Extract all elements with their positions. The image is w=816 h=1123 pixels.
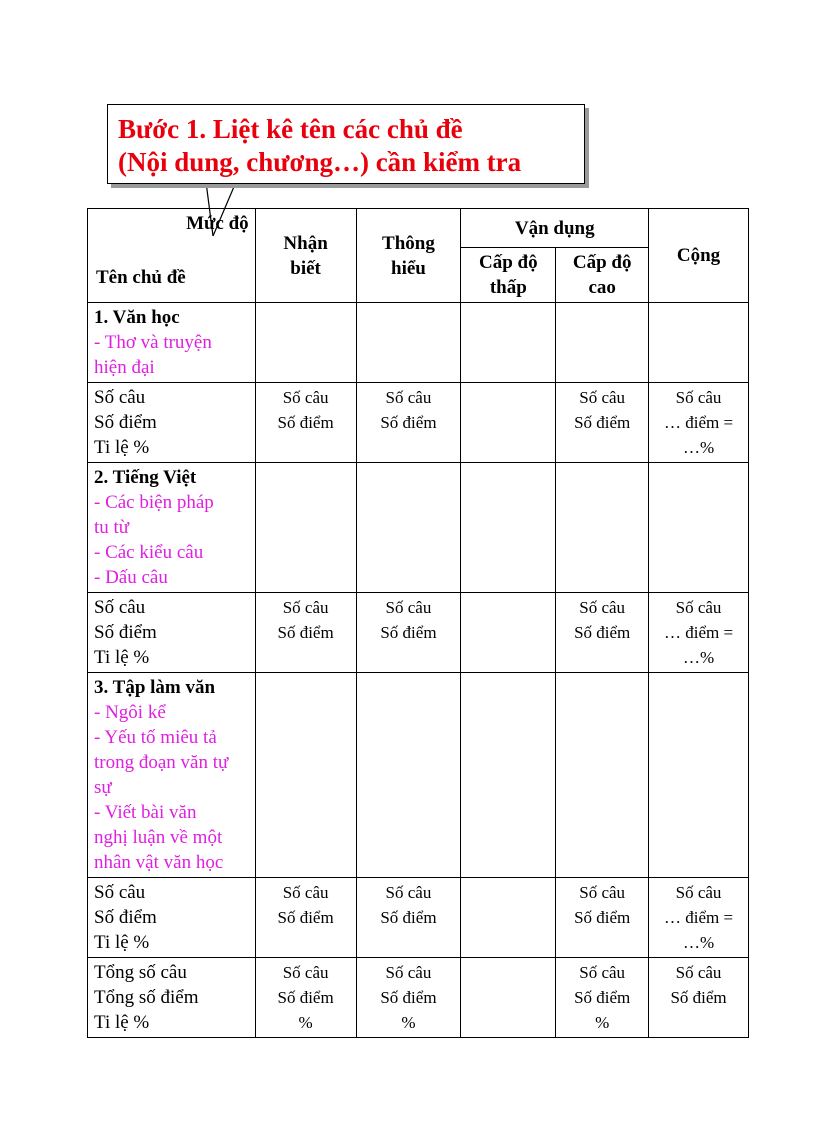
- summary-labels: Số câu Số điểm Ti lệ %: [88, 593, 256, 673]
- topic-title: 2. Tiếng Việt: [94, 467, 197, 488]
- total-cong: Số câu Số điểm: [649, 958, 749, 1038]
- summary-cong: Số câu … điểm = …%: [649, 383, 749, 463]
- total-nhan-biet: Số câu Số điểm %: [255, 958, 356, 1038]
- summary-row: [88, 878, 749, 958]
- header-cap-do-cao: Cấp độ cao: [556, 248, 649, 303]
- topic-item: nhân vật văn học: [94, 852, 224, 873]
- topic-item: - Yếu tố miêu tả: [94, 727, 217, 748]
- topic-title: 3. Tập làm văn: [94, 677, 216, 698]
- summary-thong-hieu: Số câu Số điểm: [356, 593, 461, 673]
- topic-row: [88, 673, 749, 878]
- header-cong: Cộng: [649, 209, 749, 303]
- header-row-1: [88, 209, 749, 248]
- header-cap-do-thap: Cấp độ thấp: [461, 248, 556, 303]
- header-thong-hieu: Thông hiểu: [356, 209, 461, 303]
- topic-item: - Viết bài văn: [94, 802, 197, 823]
- topic-item: - Các kiểu câu: [94, 542, 204, 563]
- test-matrix-table: [87, 208, 749, 1038]
- summary-thong-hieu: Số câu Số điểm: [356, 383, 461, 463]
- summary-row: [88, 383, 749, 463]
- total-cap-do-thap: [461, 958, 556, 1038]
- topic-item: - Thơ và truyện: [94, 332, 212, 353]
- summary-cap-do-thap: [461, 878, 556, 958]
- topic-cell: [88, 303, 256, 383]
- topic-item: trong đoạn văn tự: [94, 752, 229, 773]
- topic-item: - Các biện pháp: [94, 492, 214, 513]
- summary-cap-do-thap: [461, 593, 556, 673]
- topic-item: tu từ: [94, 517, 130, 538]
- topic-item: hiện đại: [94, 357, 155, 378]
- topic-title: 1. Văn học: [94, 307, 180, 328]
- topic-row: [88, 463, 749, 593]
- summary-nhan-biet: Số câu Số điểm: [255, 383, 356, 463]
- total-labels: Tổng số câu Tổng số điểm Ti lệ %: [88, 958, 256, 1038]
- summary-cap-do-thap: [461, 383, 556, 463]
- total-cap-do-cao: Số câu Số điểm %: [556, 958, 649, 1038]
- summary-row: [88, 593, 749, 673]
- step-callout: [107, 104, 585, 184]
- header-corner-cell: [88, 209, 256, 303]
- total-row: [88, 958, 749, 1038]
- summary-cap-do-cao: Số câu Số điểm: [556, 593, 649, 673]
- callout-line-1: Bước 1. Liệt kê tên các chủ đề: [118, 114, 463, 144]
- summary-cong: Số câu … điểm = …%: [649, 878, 749, 958]
- summary-cong: Số câu … điểm = …%: [649, 593, 749, 673]
- total-thong-hieu: Số câu Số điểm %: [356, 958, 461, 1038]
- topic-cell: [88, 463, 256, 593]
- summary-cap-do-cao: Số câu Số điểm: [556, 383, 649, 463]
- topic-item: nghị luận về một: [94, 827, 223, 848]
- summary-thong-hieu: Số câu Số điểm: [356, 878, 461, 958]
- header-nhan-biet: Nhận biết: [255, 209, 356, 303]
- summary-nhan-biet: Số câu Số điểm: [255, 593, 356, 673]
- callout-line-2: (Nội dung, chương…) cần kiểm tra: [118, 147, 522, 177]
- header-muc-do: Mức độ: [186, 213, 249, 234]
- header-ten-chu-de: Tên chủ đề: [96, 267, 186, 288]
- topic-item: - Ngôi kể: [94, 702, 166, 723]
- summary-labels: Số câu Số điểm Ti lệ %: [88, 383, 256, 463]
- topic-cell: [88, 673, 256, 878]
- header-van-dung: Vận dụng: [461, 209, 649, 248]
- summary-labels: Số câu Số điểm Ti lệ %: [88, 878, 256, 958]
- topic-item: sự: [94, 777, 112, 798]
- summary-cap-do-cao: Số câu Số điểm: [556, 878, 649, 958]
- summary-nhan-biet: Số câu Số điểm: [255, 878, 356, 958]
- topic-item: - Dấu câu: [94, 567, 168, 588]
- topic-row: [88, 303, 749, 383]
